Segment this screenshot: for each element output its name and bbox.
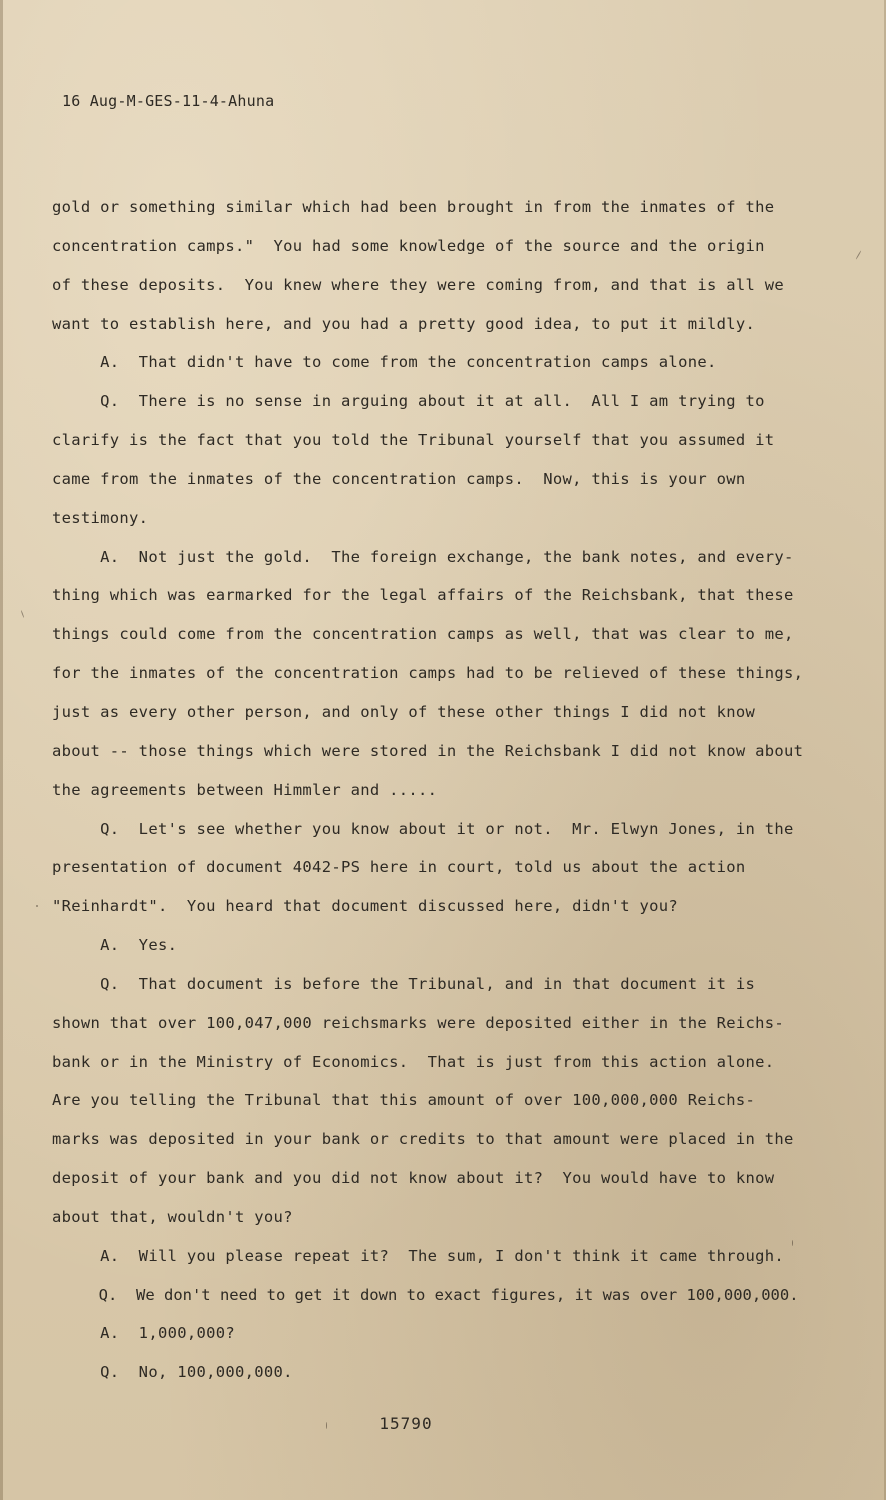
transcript-line: testimony. [52, 508, 149, 527]
transcript-line: A. Yes. [52, 936, 178, 955]
transcript-line: Q. We don't need to get it down to exact figures, it was over 100,000,000. [52, 1285, 799, 1304]
transcript-line: of these deposits. You knew where they were coming from, and that is all we [52, 275, 785, 294]
page-header-reference: 16 Aug-M-GES-11-4-Ahuna [62, 92, 275, 110]
transcript-line: came from the inmates of the concentration camps. Now, this is your own [52, 469, 746, 488]
transcript-body [52, 188, 822, 1392]
transcript-line: bank or in the Ministry of Economics. That is just from this action alone. [52, 1052, 775, 1071]
transcript-line: Q. Let's see whether you know about it or not. Mr. Elwyn Jones, in the [52, 819, 794, 838]
transcript-line: for the inmates of the concentration camps had to be relieved of these things, [52, 664, 804, 683]
transcript-line: want to establish here, and you had a pretty good idea, to put it mildly. [52, 314, 756, 333]
transcript-line: thing which was earmarked for the legal affairs of the Reichsbank, that these [52, 586, 794, 605]
transcript-line: Q. There is no sense in arguing about it at all. All I am trying to [52, 392, 765, 411]
page-number: 15790 [379, 1414, 433, 1433]
paper-speck [856, 250, 862, 259]
paper-speck [36, 905, 38, 907]
transcript-line: the agreements between Himmler and ..... [52, 780, 438, 799]
transcript-line: A. That didn't have to come from the concentration camps alone. [52, 353, 717, 372]
transcript-line: things could come from the concentration camps as well, that was clear to me, [52, 625, 794, 644]
paper-speck [792, 1240, 793, 1246]
transcript-line: about that, wouldn't you? [52, 1207, 293, 1226]
transcript-line: Q. That document is before the Tribunal, and in that document it is [52, 974, 756, 993]
transcript-line: shown that over 100,047,000 reichsmarks were deposited either in the Reichs- [52, 1013, 785, 1032]
transcript-line: presentation of document 4042-PS here in court, told us about the action [52, 858, 746, 877]
transcript-line: clarify is the fact that you told the Tribunal yourself that you assumed it [52, 431, 775, 450]
transcript-line: gold or something similar which had been brought in from the inmates of the [52, 198, 775, 216]
transcript-line: Are you telling the Tribunal that this amount of over 100,000,000 Reichs- [52, 1091, 756, 1110]
transcript-line: concentration camps." You had some knowledge of the source and the origin [52, 236, 765, 255]
transcript-line: just as every other person, and only of these other things I did not know [52, 702, 756, 721]
transcript-line: marks was deposited in your bank or credits to that amount were placed in the [52, 1130, 794, 1149]
transcript-line: Q. No, 100,000,000. [52, 1363, 293, 1382]
transcript-line: about -- those things which were stored in the Reichsbank I did not know about [52, 741, 804, 760]
transcript-line: A. 1,000,000? [52, 1324, 236, 1343]
transcript-line: deposit of your bank and you did not know about it? You would have to know [52, 1169, 775, 1188]
paper-speck [21, 610, 25, 618]
transcript-line: A. Will you please repeat it? The sum, I don't think it came through. [52, 1246, 785, 1265]
transcript-line: "Reinhardt". You heard that document discussed here, didn't you? [52, 897, 679, 916]
paper-speck [326, 1422, 327, 1429]
transcript-line: A. Not just the gold. The foreign exchange, the bank notes, and every- [52, 547, 794, 566]
